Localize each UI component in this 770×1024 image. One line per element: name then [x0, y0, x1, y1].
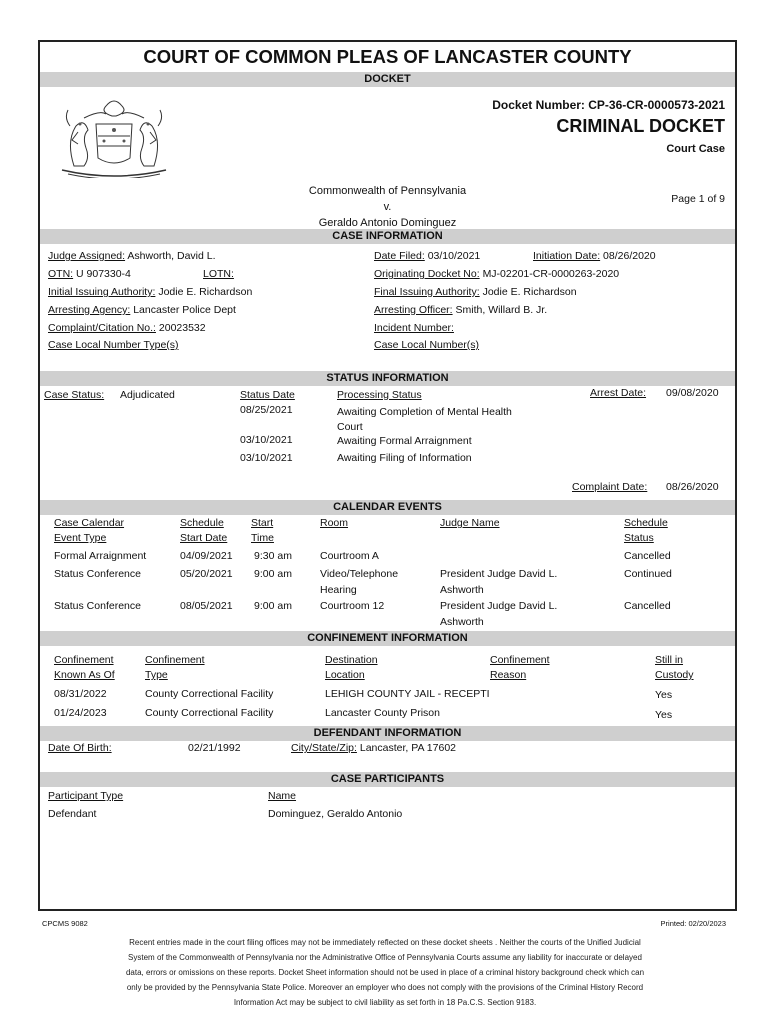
confinement-known-cell: 01/24/2023: [54, 707, 107, 719]
calendar-event-cell: Status Conference: [54, 600, 141, 612]
calendar-status-cell: Cancelled: [624, 550, 671, 562]
lotn-label: LOTN:: [203, 268, 234, 280]
complaint-number-label: Complaint/Citation No.:: [48, 322, 156, 334]
arresting-officer-value: Smith, Willard B. Jr.: [455, 304, 548, 316]
disclaimer-line: Recent entries made in the court filing offices may not be immediately reflected on these docket sheets . Neither the courts of the Unified Judicial: [129, 938, 641, 947]
confinement-type-cell: County Correctional Facility: [145, 707, 274, 719]
dob-label: Date Of Birth:: [48, 742, 112, 754]
calendar-room-cell-cont: Hearing: [320, 584, 357, 596]
calendar-status-header-2: Status: [624, 532, 654, 544]
court-title: COURT OF COMMON PLEAS OF LANCASTER COUNTY: [143, 46, 632, 67]
docket-type: CRIMINAL DOCKET: [556, 116, 725, 136]
docket-bar: DOCKET: [40, 72, 735, 87]
calendar-date-header-2: Start Date: [180, 532, 228, 544]
confinement-custody-cell: Yes: [655, 709, 673, 721]
city-state-zip-value: Lancaster, PA 17602: [359, 742, 457, 754]
status-date-cell: 03/10/2021: [240, 434, 293, 446]
originating-docket-label: Originating Docket No:: [374, 268, 480, 280]
calendar-judge-cell-cont: Ashworth: [440, 584, 484, 596]
confinement-reason-header: Confinement: [490, 654, 550, 666]
calendar-time-header: Start: [251, 517, 274, 529]
status-information-bar: STATUS INFORMATION: [40, 371, 735, 386]
disclaimer: [80, 935, 690, 1010]
confinement-type-cell: County Correctional Facility: [145, 688, 274, 700]
calendar-event-cell: Status Conference: [54, 568, 141, 580]
judge-value: Ashworth, David L.: [127, 250, 216, 262]
dob-value: 02/21/1992: [188, 742, 241, 754]
calendar-time-cell: 9:00 am: [254, 568, 292, 580]
initial-authority-value: Jodie E. Richardson: [158, 286, 253, 298]
calendar-judge-header: Judge Name: [440, 517, 500, 529]
arresting-officer-label: Arresting Officer:: [374, 304, 453, 316]
case-status-label: Case Status:: [44, 389, 105, 401]
calendar-date-cell: 04/09/2021: [180, 550, 233, 562]
calendar-room-header: Room: [320, 517, 349, 529]
originating-docket-value: MJ-02201-CR-0000263-2020: [482, 268, 620, 280]
confinement-known-header: Confinement: [54, 654, 114, 666]
otn-value: U 907330-4: [76, 268, 131, 280]
judge-label: Judge Assigned:: [48, 250, 126, 262]
calendar-judge-cell: President Judge David L.: [440, 600, 558, 612]
calendar-room-cell: Courtroom A: [320, 550, 379, 562]
final-authority-value: Jodie E. Richardson: [482, 286, 577, 298]
case-status-value: Adjudicated: [120, 389, 175, 401]
caption-plaintiff: Commonwealth of Pennsylvania: [308, 185, 467, 197]
calendar-event-header-2: Event Type: [54, 532, 107, 544]
confinement-information-bar: CONFINEMENT INFORMATION: [40, 631, 735, 646]
case-information-bar: CASE INFORMATION: [40, 229, 735, 244]
confinement-destination-header: Destination: [325, 654, 378, 666]
disclaimer-line: Information Act may be subject to civil liability as set forth in 18 Pa.C.S. Section 9183.: [233, 998, 537, 1007]
processing-status-cell: Awaiting Filing of Information: [337, 452, 472, 464]
calendar-time-header-2: Time: [251, 532, 274, 544]
final-authority-label: Final Issuing Authority:: [374, 286, 480, 298]
confinement-destination-cell: Lancaster County Prison: [325, 707, 440, 719]
incident-number-label: Incident Number:: [374, 322, 454, 334]
case-caption: [40, 183, 735, 231]
otn-label: OTN:: [48, 268, 74, 280]
caption-versus: v.: [383, 201, 392, 213]
calendar-time-cell: 9:00 am: [254, 600, 292, 612]
calendar-event-cell: Formal Arraignment: [54, 550, 147, 562]
docket-frame: [38, 40, 737, 911]
calendar-events-bar: CALENDAR EVENTS: [40, 500, 735, 515]
calendar-event-header: Case Calendar: [54, 517, 125, 529]
calendar-date-header: Schedule: [180, 517, 224, 529]
calendar-room-cell: Video/Telephone: [320, 568, 399, 580]
initiation-date-label: Initiation Date:: [533, 250, 601, 262]
form-id: CPCMS 9082: [42, 919, 88, 928]
status-date-header: Status Date: [240, 389, 295, 401]
confinement-custody-header-2: Custody: [655, 669, 694, 681]
court-case-label: Court Case: [666, 143, 725, 155]
disclaimer-line: only be provided by the Pennsylvania State Police. Moreover an employer who does not comply with the provisions of the Criminal History Record: [126, 983, 644, 992]
date-filed-label: Date Filed:: [374, 250, 425, 262]
processing-status-cell: Awaiting Formal Arraignment: [337, 435, 472, 447]
calendar-judge-cell: President Judge David L.: [440, 568, 558, 580]
calendar-status-header: Schedule: [624, 517, 668, 529]
calendar-date-cell: 05/20/2021: [180, 568, 233, 580]
calendar-room-cell: Courtroom 12: [320, 600, 385, 612]
case-local-type-label: Case Local Number Type(s): [48, 339, 179, 351]
participant-name-cell: Dominguez, Geraldo Antonio: [268, 808, 403, 820]
disclaimer-line: System of the Commonwealth of Pennsylvania nor the Administrative Office of Pennsylvania Courts assume any liability for inaccurate or delayed: [128, 953, 642, 962]
printed-date: Printed: 02/20/2023: [660, 919, 726, 928]
participant-type-header: Participant Type: [48, 790, 124, 802]
confinement-reason-header-2: Reason: [490, 669, 527, 681]
confinement-type-header: Confinement: [145, 654, 205, 666]
initiation-date-value: 08/26/2020: [603, 250, 656, 262]
arresting-agency-label: Arresting Agency:: [48, 304, 131, 316]
complaint-date-value: 08/26/2020: [666, 481, 719, 493]
confinement-known-cell: 08/31/2022: [54, 688, 107, 700]
processing-status-cell: Awaiting Completion of Mental Health: [337, 406, 512, 418]
status-date-cell: 08/25/2021: [240, 404, 293, 416]
status-date-cell: 03/10/2021: [240, 452, 293, 464]
processing-status-cell-cont: Court: [337, 421, 363, 433]
docket-number: Docket Number: CP-36-CR-0000573-2021: [492, 98, 725, 112]
defendant-information-bar: DEFENDANT INFORMATION: [40, 726, 735, 741]
calendar-judge-cell-cont: Ashworth: [440, 616, 484, 628]
confinement-custody-header: Still in: [655, 654, 684, 666]
caption-defendant: Geraldo Antonio Dominguez: [318, 217, 457, 229]
arrest-date-label: Arrest Date:: [590, 387, 647, 399]
disclaimer-line: data, errors or omissions on these reports. Docket Sheet information should not be used in place of a criminal history background check which can: [125, 968, 645, 977]
participant-name-header: Name: [268, 790, 297, 802]
page-indicator: Page 1 of 9: [671, 193, 725, 205]
processing-status-header: Processing Status: [337, 389, 422, 401]
calendar-time-cell: 9:30 am: [254, 550, 292, 562]
confinement-type-header-2: Type: [145, 669, 168, 681]
arrest-date-value: 09/08/2020: [666, 387, 719, 399]
city-state-zip-label: City/State/Zip:: [291, 742, 357, 754]
calendar-date-cell: 08/05/2021: [180, 600, 233, 612]
arresting-agency-value: Lancaster Police Dept: [133, 304, 236, 316]
confinement-destination-cell: LEHIGH COUNTY JAIL - RECEPTI: [325, 688, 490, 700]
confinement-known-header-2: Known As Of: [54, 669, 115, 681]
complaint-date-label: Complaint Date:: [572, 481, 648, 493]
case-local-number-label: Case Local Number(s): [374, 339, 480, 351]
calendar-status-cell: Continued: [624, 568, 672, 580]
calendar-status-cell: Cancelled: [624, 600, 671, 612]
participant-type-cell: Defendant: [48, 808, 97, 820]
complaint-number-value: 20023532: [158, 322, 206, 334]
confinement-custody-cell: Yes: [655, 689, 673, 701]
case-participants-bar: CASE PARTICIPANTS: [40, 772, 735, 787]
initial-authority-label: Initial Issuing Authority:: [48, 286, 156, 298]
confinement-destination-header-2: Location: [325, 669, 365, 681]
pennsylvania-seal-icon: [54, 96, 174, 178]
date-filed-value: 03/10/2021: [427, 250, 481, 262]
